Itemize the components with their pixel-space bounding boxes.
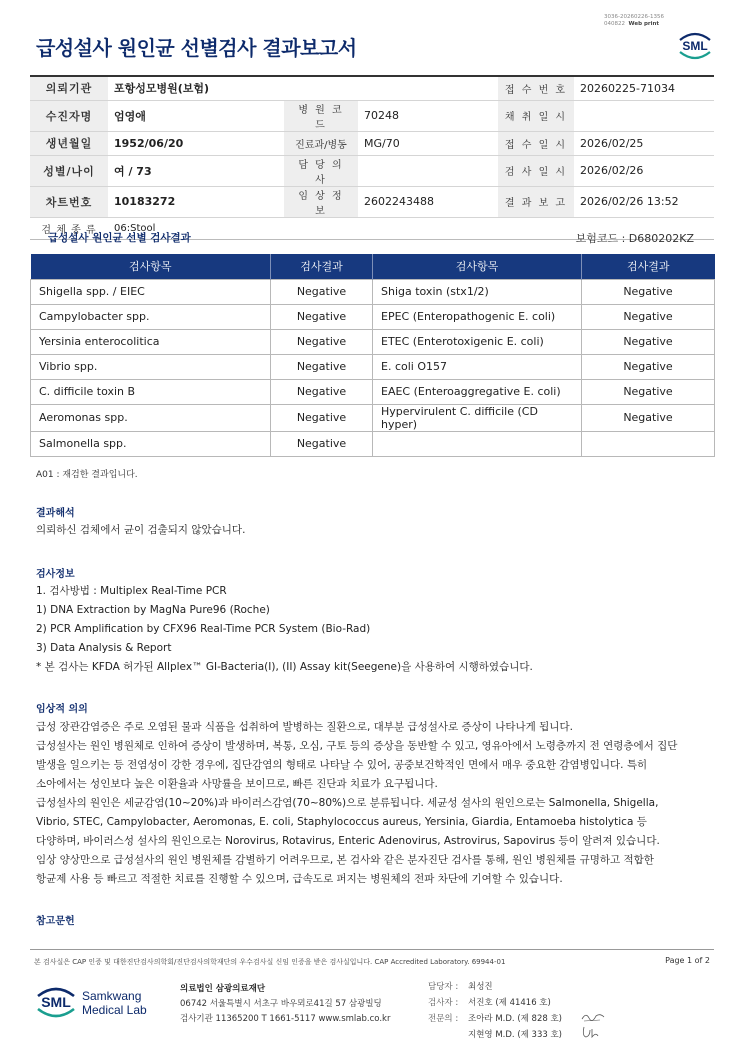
test-item: Vibrio spp. <box>31 354 271 379</box>
label-collection-date: 채 취 일 시 <box>498 100 574 131</box>
table-row <box>31 279 715 304</box>
interpretation-text: 의뢰하신 검체에서 균이 검출되지 않았습니다. <box>36 524 246 536</box>
test-info-line: * 본 검사는 KFDA 허가된 Allplex™ GI-Bacteria(I), (II) Assay kit(Seegene)을 사용하여 시행하였습니다. <box>36 661 533 673</box>
page-number: Page 1 of 2 <box>665 956 710 965</box>
test-result: Negative <box>582 329 715 354</box>
test-result: Negative <box>271 379 373 404</box>
samkwang-logo-mark: SML <box>41 994 71 1010</box>
value-accession-no: 20260225-71034 <box>574 76 714 100</box>
clinical-body <box>36 718 677 889</box>
value-department: MG/70 <box>358 131 498 155</box>
label-department: 진료과/병동 <box>284 131 358 155</box>
sml-logo-text: SML <box>682 39 708 53</box>
references-heading: 참고문헌 <box>36 916 75 927</box>
label-birth-date: 생년월일 <box>30 131 108 155</box>
clinical-line: 다양하며, 바이러스성 설사의 원인으로는 Norovirus, Rotavirus, Enteric Adenovirus, Astrovirus, Sapovirus 등이 알려져 있습니다. <box>36 835 660 847</box>
test-result: Negative <box>582 304 715 329</box>
staff-info <box>428 979 562 1043</box>
staff-role: 검사자 : <box>428 998 459 1008</box>
clinical-line: 발생을 일으키는 등 전염성이 강한 경우에, 집단감염의 형태로 나타날 수 있어, 공중보건학적인 면에서 매우 중요한 감염병입니다. 특히 <box>36 759 648 771</box>
label-receipt-date: 접 수 일 시 <box>498 131 574 155</box>
signature-icon <box>580 1010 606 1024</box>
test-item: Salmonella spp. <box>31 431 271 456</box>
print-code-line2a: 040822 <box>604 21 625 27</box>
test-item: Hypervirulent C. difficile (CD hyper) <box>373 404 582 431</box>
print-code-web-print: Web print <box>628 21 660 27</box>
test-item <box>373 431 582 456</box>
org-contact: 검사기관 11365200 T 1661-5117 www.smlab.co.kr <box>180 1014 391 1024</box>
test-result <box>582 431 715 456</box>
clinical-line: Vibrio, STEC, Campylobacter, Aeromonas, E. coli, Staphylococcus aureus, Yersinia, Giardia, Entamoeba histolytica 등 <box>36 816 647 828</box>
samkwang-logo-line1: Samkwang <box>82 989 142 1003</box>
test-info-line: 1) DNA Extraction by MagNa Pure96 (Roche) <box>36 604 270 616</box>
test-item: Shigella spp. / EIEC <box>31 279 271 304</box>
interpretation-heading: 결과해석 <box>36 508 75 519</box>
table-row <box>31 354 715 379</box>
samkwang-logo-line2: Medical Lab <box>82 1003 147 1017</box>
value-chart-no: 10183272 <box>108 186 284 217</box>
test-item: Aeromonas spp. <box>31 404 271 431</box>
test-item: C. difficile toxin B <box>31 379 271 404</box>
value-physician <box>358 155 498 186</box>
label-sex-age: 성별/나이 <box>30 155 108 186</box>
table-row <box>31 404 715 431</box>
staff-role: 전문의 : <box>428 1014 459 1024</box>
test-result: Negative <box>582 354 715 379</box>
label-requesting-org: 의뢰기관 <box>30 76 108 100</box>
clinical-line: 소아에서는 성인보다 높은 이환율과 사망률을 보이므로, 빠른 진단과 치료가 요구됩니다. <box>36 778 438 790</box>
staff-role <box>428 1027 468 1043</box>
test-item: Shiga toxin (stx1/2) <box>373 279 582 304</box>
value-requesting-org: 포항성모병원(보험) <box>108 76 498 100</box>
value-hospital-code: 70248 <box>358 100 498 131</box>
print-code-line1: 3036-20260226-1356 <box>604 14 664 20</box>
value-sex-age: 여 / 73 <box>108 155 284 186</box>
value-test-date: 2026/02/26 <box>574 155 714 186</box>
label-chart-no: 차트번호 <box>30 186 108 217</box>
clinical-line: 급성설사는 원인 병원체로 인하여 증상이 발생하며, 복통, 오심, 구토 등의 증상을 동반할 수 있고, 영유아에서 노령층까지 전 연령층에서 집단 <box>36 740 678 752</box>
test-result: Negative <box>271 304 373 329</box>
test-result: Negative <box>271 404 373 431</box>
table-row <box>31 329 715 354</box>
patient-info-table <box>30 75 714 240</box>
label-hospital-code: 병 원 코 드 <box>284 100 358 131</box>
value-collection-date <box>574 100 714 131</box>
accreditation-note: 본 검사실은 CAP 인증 및 대한진단검사의학회/진단검사의학재단의 우수검사실 신임 인증을 받은 검사실입니다. CAP Accredited Laboratory. 69944-01 <box>34 958 506 966</box>
value-report-date: 2026/02/26 13:52 <box>574 186 714 217</box>
value-patient-name: 엄영애 <box>108 100 284 131</box>
col-header-test-item: 검사항목 <box>31 254 271 279</box>
col-header-result: 검사결과 <box>582 254 715 279</box>
staff-name: 최성진 <box>468 982 493 992</box>
test-result: Negative <box>582 279 715 304</box>
staff-name: 조아라 M.D. (제 828 호) <box>468 1014 563 1024</box>
label-accession-no: 접 수 번 호 <box>498 76 574 100</box>
label-specimen-type: 검 체 종 류 <box>30 217 108 239</box>
results-section-header <box>30 228 714 248</box>
table-row <box>31 304 715 329</box>
col-header-test-item: 검사항목 <box>373 254 582 279</box>
test-item: EAEC (Enteroaggregative E. coli) <box>373 379 582 404</box>
org-name: 의료법인 삼광의료재단 <box>180 984 266 994</box>
label-physician: 담 당 의 사 <box>284 155 358 186</box>
test-result: Negative <box>582 404 715 431</box>
test-result: Negative <box>271 279 373 304</box>
test-result: Negative <box>271 329 373 354</box>
clinical-line: 항균제 사용 등 빠르고 적절한 치료를 진행할 수 있으며, 급속도로 퍼지는 병원체의 전파 차단에 기여할 수 있습니다. <box>36 873 563 885</box>
test-result: Negative <box>271 431 373 456</box>
label-test-date: 검 사 일 시 <box>498 155 574 186</box>
clinical-line: 급성설사의 원인은 세균감염(10~20%)과 바이러스감염(70~80%)으로 분류됩니다. 세균성 설사의 원인으로는 Salmonella, Shigella, <box>36 797 659 809</box>
test-item: Campylobacter spp. <box>31 304 271 329</box>
page-title: 급성설사 원인균 선별검사 결과보고서 <box>36 36 357 60</box>
clinical-heading: 임상적 의의 <box>36 704 88 715</box>
test-item: EPEC (Enteropathogenic E. coli) <box>373 304 582 329</box>
samkwang-logo <box>36 982 152 1022</box>
results-table <box>30 254 715 457</box>
value-receipt-date: 2026/02/25 <box>574 131 714 155</box>
sml-logo <box>676 30 714 60</box>
clinical-line: 급성 장관감염증은 주로 오염된 물과 식품을 섭취하여 발병하는 질환으로, 대부분 급성설사로 증상이 나타나게 됩니다. <box>36 721 573 733</box>
label-clinical-info: 임 상 정 보 <box>284 186 358 217</box>
test-item: Yersinia enterocolitica <box>31 329 271 354</box>
value-clinical-info: 2602243488 <box>358 186 498 217</box>
clinical-line: 임상 양상만으로 급성설사의 원인 병원체를 감별하기 어려우므로, 본 검사와 같은 분자진단 검사를 통해, 원인 병원체를 규명하고 적합한 <box>36 854 654 866</box>
table-row <box>31 379 715 404</box>
test-info-line: 3) Data Analysis & Report <box>36 642 172 654</box>
test-info-line: 1. 검사방법 : Multiplex Real-Time PCR <box>36 585 227 597</box>
org-address: 06742 서울특별시 서초구 바우뫼로41길 57 삼광빌딩 <box>180 999 382 1009</box>
test-result: Negative <box>271 354 373 379</box>
staff-name: 지현영 M.D. (제 333 호) <box>468 1030 563 1040</box>
label-patient-name: 수진자명 <box>30 100 108 131</box>
value-birth-date: 1952/06/20 <box>108 131 284 155</box>
results-section-title: 급성설사 원인균 선별 검사결과 <box>48 232 191 244</box>
signature-icon <box>580 1024 602 1040</box>
test-info-heading: 검사정보 <box>36 569 75 580</box>
test-item: E. coli O157 <box>373 354 582 379</box>
print-code <box>604 14 664 28</box>
label-report-date: 결 과 보 고 <box>498 186 574 217</box>
test-item: ETEC (Enterotoxigenic E. coli) <box>373 329 582 354</box>
test-info-line: 2) PCR Amplification by CFX96 Real-Time PCR System (Bio-Rad) <box>36 623 371 635</box>
staff-name: 서진호 (제 41416 호) <box>468 998 551 1008</box>
insurance-code: 보험코드 : D680202KZ <box>575 232 694 245</box>
table-row <box>31 431 715 456</box>
test-result: Negative <box>582 379 715 404</box>
col-header-result: 검사결과 <box>271 254 373 279</box>
staff-role: 담당자 : <box>428 982 459 992</box>
test-info-body <box>36 582 533 677</box>
retest-note: A01 : 재검한 결과입니다. <box>36 470 138 480</box>
footer-divider <box>30 949 714 950</box>
value-specimen-type: 06:Stool <box>108 217 714 239</box>
org-info <box>180 982 390 1027</box>
